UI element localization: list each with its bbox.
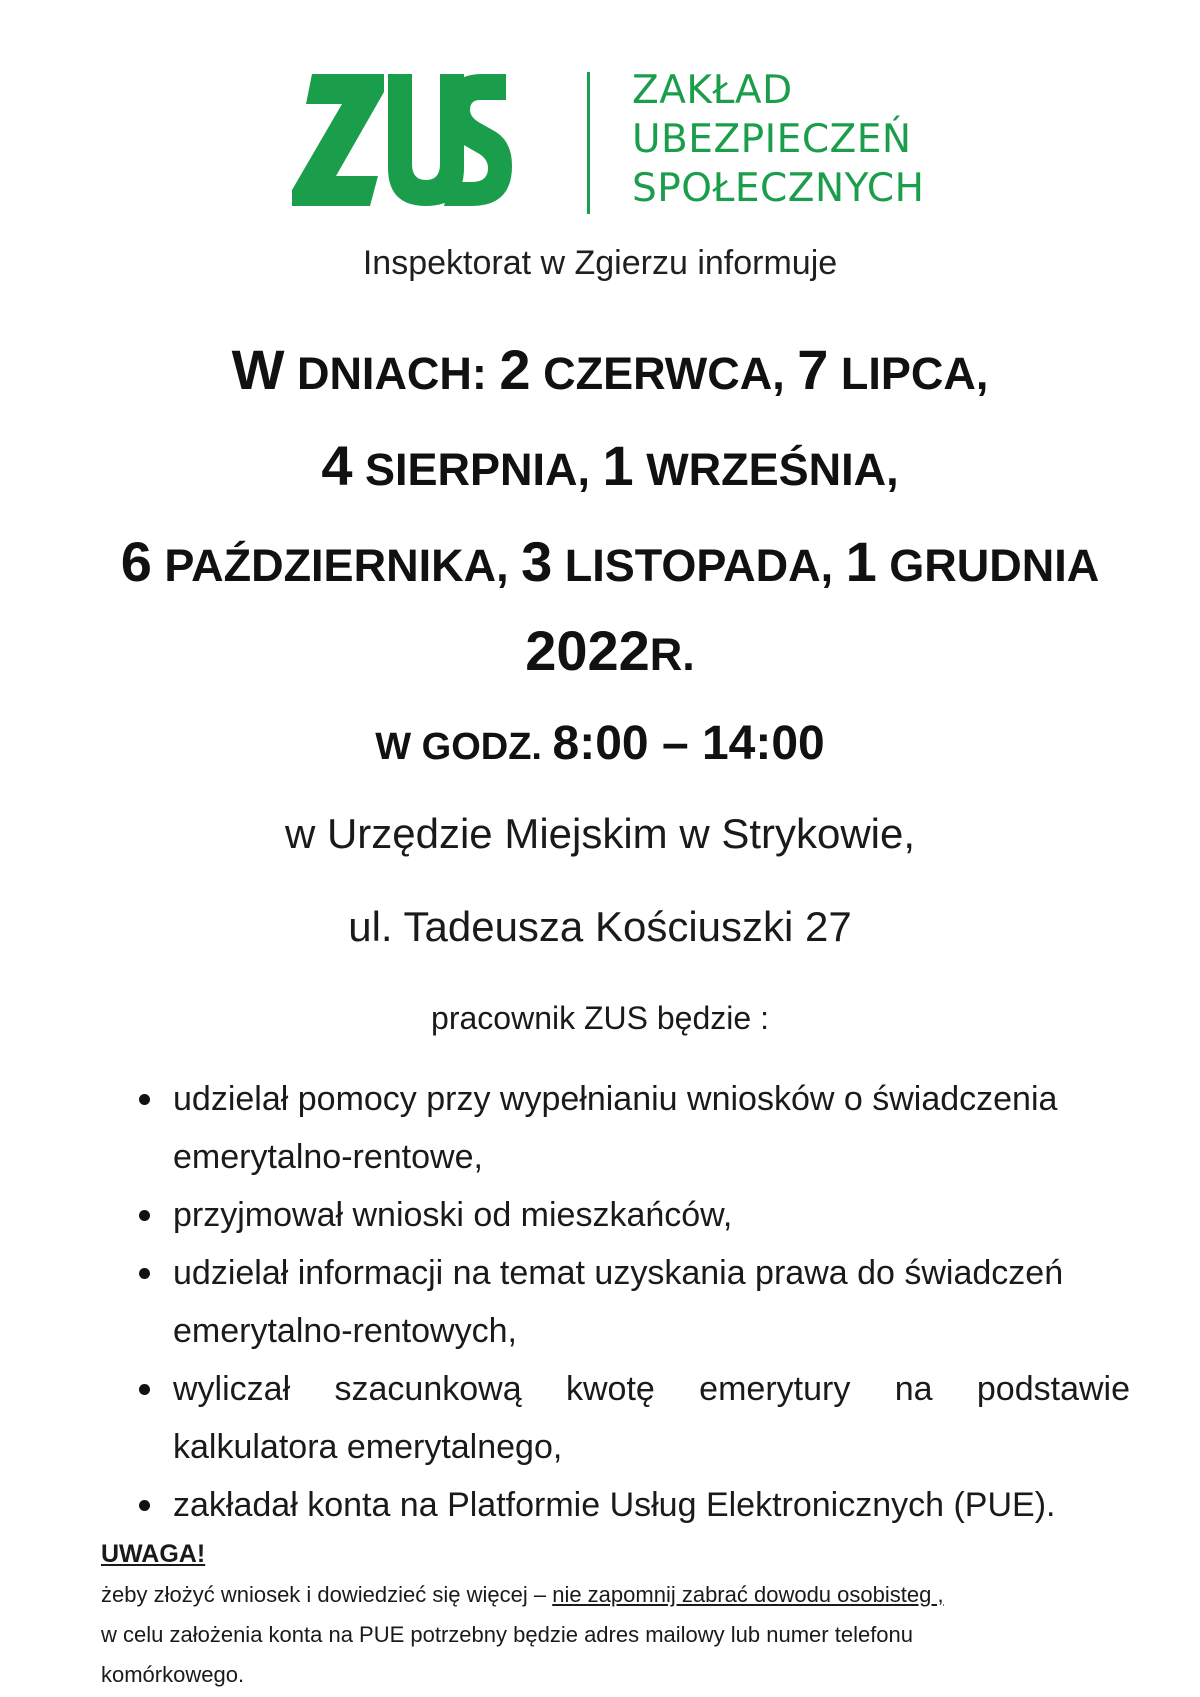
year-suffix: R. bbox=[649, 629, 695, 680]
bullet-icon bbox=[139, 1384, 150, 1395]
notice-line-2: w celu założenia konta na PUE potrzebny będzie adres mailowy lub numer telefonu bbox=[101, 1622, 914, 1647]
list-item bbox=[0, 1360, 1130, 1476]
place: w Urzędzie Miejskim w Strykowie, bbox=[284, 810, 916, 857]
zus-logo-mark-icon bbox=[292, 70, 512, 212]
bullet-icon bbox=[139, 1094, 150, 1105]
date-day: 4 bbox=[321, 434, 353, 497]
list-item-line-1: wyliczał szacunkową kwotę emerytury na podstawie bbox=[173, 1370, 1130, 1408]
date-day: 1 bbox=[845, 530, 877, 593]
list-item bbox=[0, 1070, 1130, 1186]
date-month: WRZEŚNIA, bbox=[633, 444, 899, 495]
dates-line-year bbox=[60, 610, 1160, 692]
hours bbox=[0, 716, 1200, 771]
logo-name-line-1: ZAKŁAD bbox=[632, 68, 793, 113]
notice-line-1 bbox=[101, 1575, 1101, 1615]
date-day: 7 bbox=[797, 338, 829, 401]
notice-line-1-text: żeby złożyć wniosek i dowiedzieć się więcej – bbox=[101, 1582, 553, 1607]
date-month: CZERWCA, bbox=[530, 348, 798, 399]
dates-w: W bbox=[231, 338, 285, 401]
logo-divider bbox=[587, 72, 590, 214]
zus-logo bbox=[0, 60, 1200, 230]
date-month: LISTOPADA, bbox=[552, 540, 846, 591]
notice-id-reminder: nie zapomnij zabrać dowodu osobisteg , bbox=[552, 1582, 944, 1607]
dates-dniach: DNIACH: bbox=[284, 348, 500, 399]
date-day: 2 bbox=[499, 338, 531, 401]
hours-prefix: W GODZ. bbox=[375, 726, 553, 768]
date-day: 3 bbox=[521, 530, 553, 593]
notice-line-3: komórkowego. bbox=[101, 1662, 245, 1687]
list-item-line-2: emerytalno-rentowe, bbox=[173, 1138, 483, 1176]
dates-line-3 bbox=[60, 514, 1160, 610]
logo-name-line-3: SPOŁECZNYCH bbox=[632, 166, 925, 211]
bullet-icon bbox=[139, 1210, 150, 1221]
notice bbox=[101, 1540, 1101, 1695]
bullet-icon bbox=[139, 1500, 150, 1511]
logo-institution-name bbox=[632, 66, 924, 213]
date-day: 1 bbox=[602, 434, 634, 497]
duties-list bbox=[0, 1070, 1200, 1534]
logo-name-line-2: UBEZPIECZEŃ bbox=[632, 117, 912, 162]
subtitle: Inspektorat w Zgierzu informuje bbox=[362, 244, 838, 282]
list-item-line-1: udzielał informacji na temat uzyskania prawa do świadczeń bbox=[173, 1254, 1064, 1292]
date-month: SIERPNIA, bbox=[352, 444, 603, 495]
date-month: PAŹDZIERNIKA, bbox=[151, 540, 522, 591]
duties-intro: pracownik ZUS będzie : bbox=[431, 1000, 769, 1036]
dates-line-2 bbox=[60, 418, 1160, 514]
date-month: LIPCA, bbox=[828, 348, 989, 399]
list-item-line-2: kalkulatora emerytalnego, bbox=[173, 1428, 563, 1466]
notice-heading: UWAGA! bbox=[101, 1540, 206, 1568]
list-item bbox=[0, 1476, 1130, 1534]
list-item-line-1: przyjmował wnioski od mieszkańców, bbox=[173, 1196, 733, 1234]
date-day: 6 bbox=[120, 530, 152, 593]
list-item-line-1: zakładał konta na Platformie Usług Elektronicznych (PUE). bbox=[173, 1486, 1056, 1524]
list-item bbox=[0, 1186, 1130, 1244]
bullet-icon bbox=[139, 1268, 150, 1279]
address: ul. Tadeusza Kościuszki 27 bbox=[348, 903, 852, 950]
hours-range: 8:00 – 14:00 bbox=[552, 717, 825, 770]
dates-line-1 bbox=[60, 322, 1160, 418]
date-month: GRUDNIA bbox=[876, 540, 1100, 591]
list-item-line-2: emerytalno-rentowych, bbox=[173, 1312, 517, 1350]
dates-heading bbox=[60, 322, 1160, 692]
list-item-line-1: udzielał pomocy przy wypełnianiu wniosków o świadczenia bbox=[173, 1080, 1058, 1118]
year: 2022 bbox=[525, 619, 650, 682]
list-item bbox=[0, 1244, 1130, 1360]
